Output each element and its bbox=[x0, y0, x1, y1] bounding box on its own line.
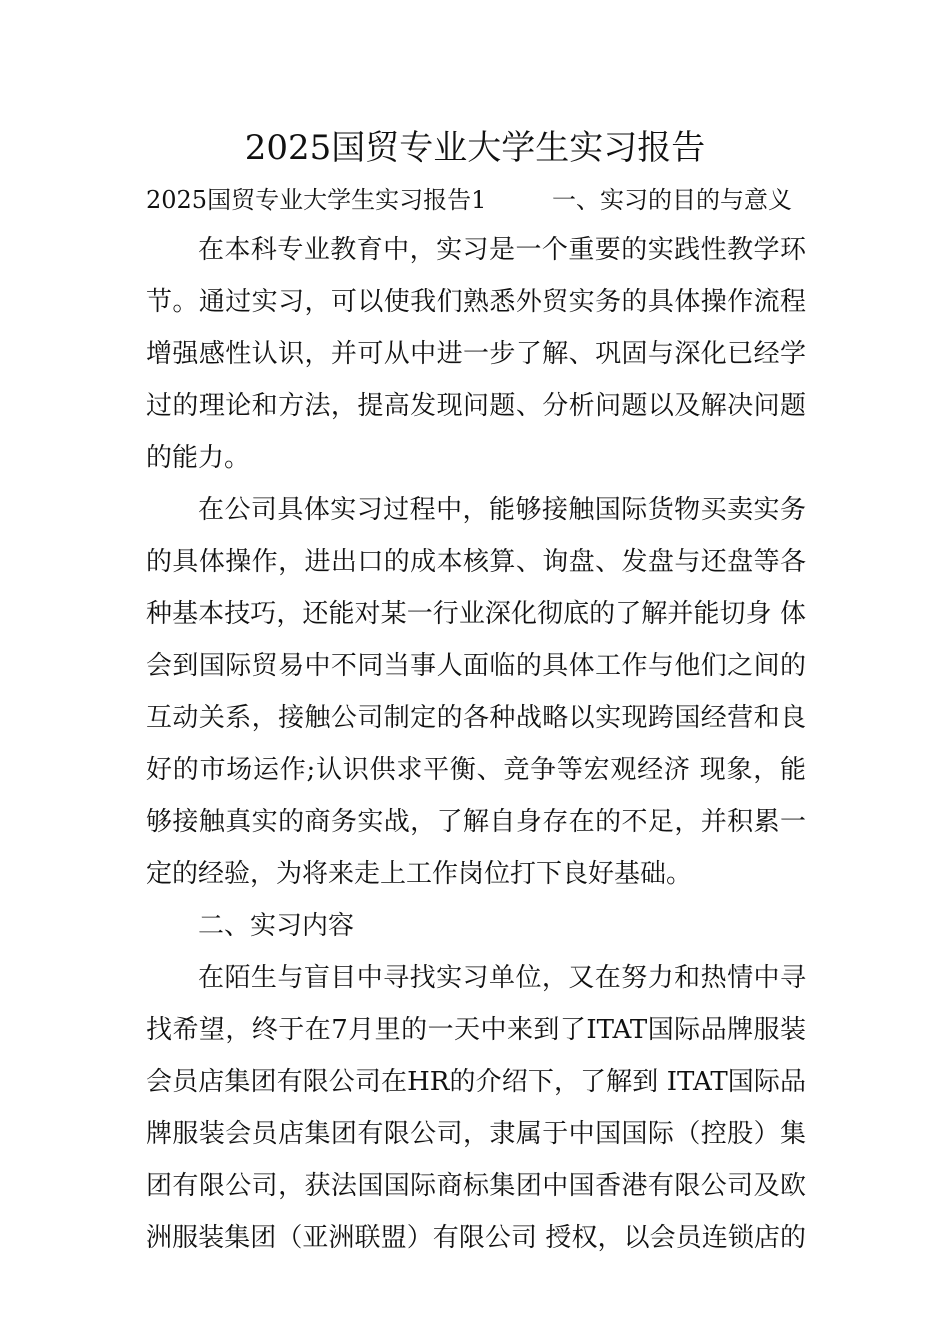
report-subtitle: 2025国贸专业大学生实习报告1 bbox=[146, 186, 487, 214]
paragraph-line: 洲服装集团（亚洲联盟）有限公司 授权，以会员连锁店的 bbox=[146, 1223, 806, 1253]
paragraph-line: 互动关系，接触公司制定的各种战略以实现跨国经营和良 bbox=[146, 703, 806, 733]
paragraph-line: 好的市场运作;认识供求平衡、竞争等宏观经济 现象，能 bbox=[146, 755, 806, 785]
paragraph-line: 会到国际贸易中不同当事人面临的具体工作与他们之间的 bbox=[146, 651, 806, 681]
paragraph-line: 节。通过实习，可以使我们熟悉外贸实务的具体操作流程 bbox=[146, 287, 806, 317]
paragraph-line: 找希望，终于在7月里的一天中来到了ITAT国际品牌服装 bbox=[146, 1015, 806, 1045]
paragraph-line: 定的经验，为将来走上工作岗位打下良好基础。 bbox=[146, 859, 693, 889]
paragraph-line: 够接触真实的商务实战，了解自身存在的不足，并积累一 bbox=[146, 807, 806, 837]
paragraph-line: 在公司具体实习过程中，能够接触国际货物买卖实务 bbox=[198, 495, 806, 525]
paragraph-line: 的具体操作，进出口的成本核算、询盘、发盘与还盘等各 bbox=[146, 547, 806, 577]
paragraph-line: 会员店集团有限公司在HR的介绍下，了解到 ITAT国际品 bbox=[146, 1067, 806, 1097]
paragraph-line: 牌服装会员店集团有限公司，隶属于中国国际（控股）集 bbox=[146, 1119, 806, 1149]
paragraph-line: 的能力。 bbox=[146, 443, 251, 473]
section-heading-content: 二、实习内容 bbox=[198, 911, 355, 941]
section-heading-purpose: 一、实习的目的与意义 bbox=[552, 186, 792, 214]
paragraph-line: 过的理论和方法，提高发现问题、分析问题以及解决问题 bbox=[146, 391, 806, 421]
paragraph-line: 增强感性认识，并可从中进一步了解、巩固与深化已经学 bbox=[146, 339, 806, 369]
document-title: 2025国贸专业大学生实习报告 bbox=[244, 128, 706, 168]
paragraph-line: 在陌生与盲目中寻找实习单位，又在努力和热情中寻 bbox=[198, 963, 806, 993]
paragraph-line: 团有限公司，获法国国际商标集团中国香港有限公司及欧 bbox=[146, 1171, 806, 1201]
paragraph-line: 在本科专业教育中，实习是一个重要的实践性教学环 bbox=[198, 235, 806, 265]
paragraph-line: 种基本技巧，还能对某一行业深化彻底的了解并能切身 体 bbox=[146, 599, 806, 629]
